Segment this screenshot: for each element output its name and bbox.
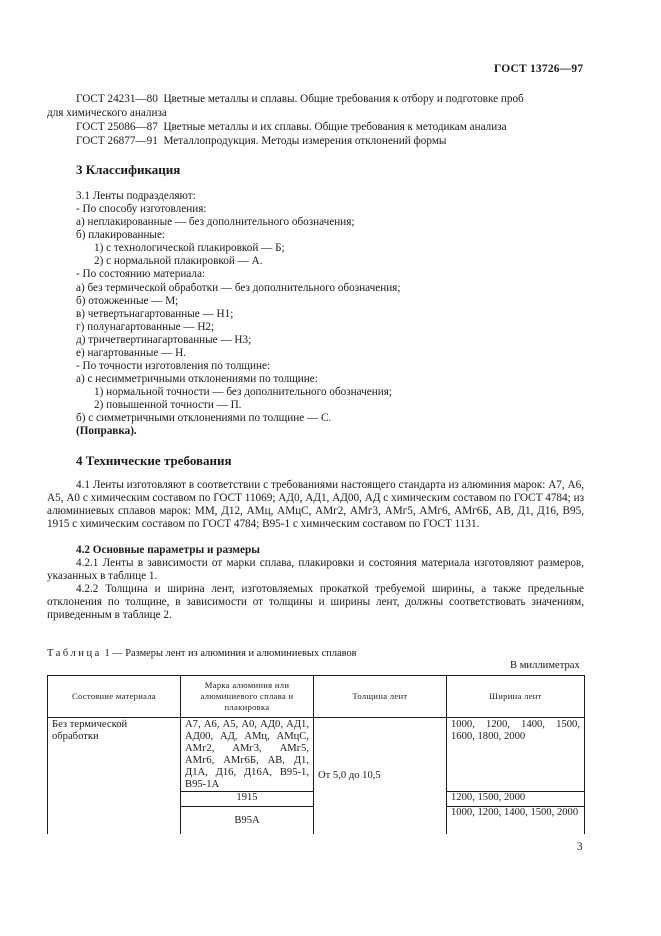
section-3-title: 3 Классификация (76, 162, 181, 177)
table-caption-label: Таблица (47, 648, 102, 659)
reference-line (76, 135, 446, 148)
table-cell-grade: А7, А6, А5, А0, АД0, АД1, АД00, АД, АМц, АМцС, АМг2, АМг3, АМг5, АМг6, АМг6Б, АВ, Д1, Д1А, Д16, Д16А, В95-1, В95-1А (181, 718, 314, 792)
classification-line: б) с симметричными отклонениями по толщине — С. (76, 412, 332, 424)
standard-code: ГОСТ 13726—97 (494, 63, 584, 75)
classification-line: - По состоянию материала: (76, 268, 206, 280)
reference-code: ГОСТ 25086—87 (76, 121, 158, 133)
table-cell-grade: В95А (181, 807, 314, 835)
table-row (48, 718, 585, 792)
reference-text: Цветные металлы и сплавы. Общие требования к отбору и подготовке проб (163, 93, 524, 105)
classification-line: б) отожженные — М; (76, 295, 179, 307)
table-header-cell: Марка алюминия или алюминиевого сплава и плакировка (181, 676, 314, 718)
table-1 (47, 675, 585, 834)
table-units: В миллиметрах (510, 660, 580, 671)
reference-text: Цветные металлы и их сплавы. Общие требования к методикам анализа (163, 121, 507, 133)
subsection-4-2-title: 4.2 Основные параметры и размеры (76, 544, 260, 556)
classification-line: е) нагартованные — Н. (76, 347, 186, 359)
classification-line: а) с несимметричными отклонениями по толщине: (76, 373, 318, 385)
classification-line: в) четвертьнагартованные — Н1; (76, 308, 234, 320)
paragraph-4-1: 4.1 Ленты изготовляют в соответствии с требованиями настоящего стандарта из алюминия марок: А7, А6, А5, А0 с химическим составом по ГОСТ 11069; АД0, АД1, АД00, АД с химическим составом по ГОСТ 4784; из алюминиевых сплавов марок: ММ, Д12, АМц, АМцС, АМг2, АМг3, АМг5, АМг6, АМг6Б, АВ, Д1, Д16, В95, 1915 с химическим составом по ГОСТ 4784; В95-1 с химическим составом по ГОСТ 1131. (47, 479, 584, 530)
table-header-cell: Ширина лент (447, 676, 585, 718)
reference-text: Металлопродукция. Методы измерения отклонений формы (163, 135, 447, 147)
table-header-cell: Состояние материала (48, 676, 181, 718)
reference-code: ГОСТ 26877—91 (76, 135, 158, 147)
classification-line: 1) с технологической плакировкой — Б; (94, 242, 285, 254)
table-cell-width: 1000, 1200, 1400, 1500, 2000 (447, 807, 585, 835)
table-header-cell: Толщина лент (314, 676, 447, 718)
table-caption-text: 1 — Размеры лент из алюминия и алюминиевых сплавов (104, 648, 357, 659)
table-cell-width: 1200, 1500, 2000 (447, 792, 585, 807)
classification-line: - По точности изготовления по толщине: (76, 360, 271, 372)
classification-line: - По способу изготовления: (76, 203, 207, 215)
classification-line: 1) нормальной точности — без дополнительного обозначения; (94, 386, 392, 398)
classification-line: а) без термической обработки — без дополнительного обозначения; (76, 282, 401, 294)
classification-line: 3.1 Ленты подразделяют: (76, 190, 196, 202)
table-cell-thickness: От 5,0 до 10,5 (314, 718, 447, 835)
classification-line: г) полунагартованные — Н2; (76, 321, 215, 333)
paragraph-4-2-2: 4.2.2 Толщина и ширина лент, изготовляемых прокаткой требуемой ширины, а также предельные отклонения по толщине, в зависимости от толщины и ширины лент, должны соответствовать значениям, приведенным в таблице 2. (47, 583, 584, 621)
reference-line (76, 93, 524, 106)
classification-line: а) неплакированные — без дополнительного обозначения; (76, 216, 355, 228)
table-caption (47, 647, 357, 660)
table-cell-state: Без термической обработки (48, 718, 181, 835)
table-cell-width: 1000, 1200, 1400, 1500, 1600, 1800, 2000 (447, 718, 585, 792)
classification-line: д) тричетвертинагартованные — Н3; (76, 334, 252, 346)
table-cell-grade: 1915 (181, 792, 314, 807)
classification-line: 2) повышенной точности — П. (94, 399, 242, 411)
reference-code: ГОСТ 24231—80 (76, 93, 158, 105)
paragraph-4-2-1: 4.2.1 Ленты в зависимости от марки сплава, плакировки и состояния материала изготовляют размеров, указанных в таблице 1. (47, 557, 584, 582)
table-header-row (48, 676, 585, 718)
reference-line (76, 121, 507, 134)
page-number: 3 (577, 841, 583, 853)
classification-line: б) плакированные: (76, 229, 166, 241)
section-4-title: 4 Технические требования (76, 453, 232, 468)
amendment-note: (Поправка). (76, 425, 137, 437)
classification-line: 2) с нормальной плакировкой — А. (94, 255, 263, 267)
reference-continuation: для химического анализа (47, 107, 167, 119)
